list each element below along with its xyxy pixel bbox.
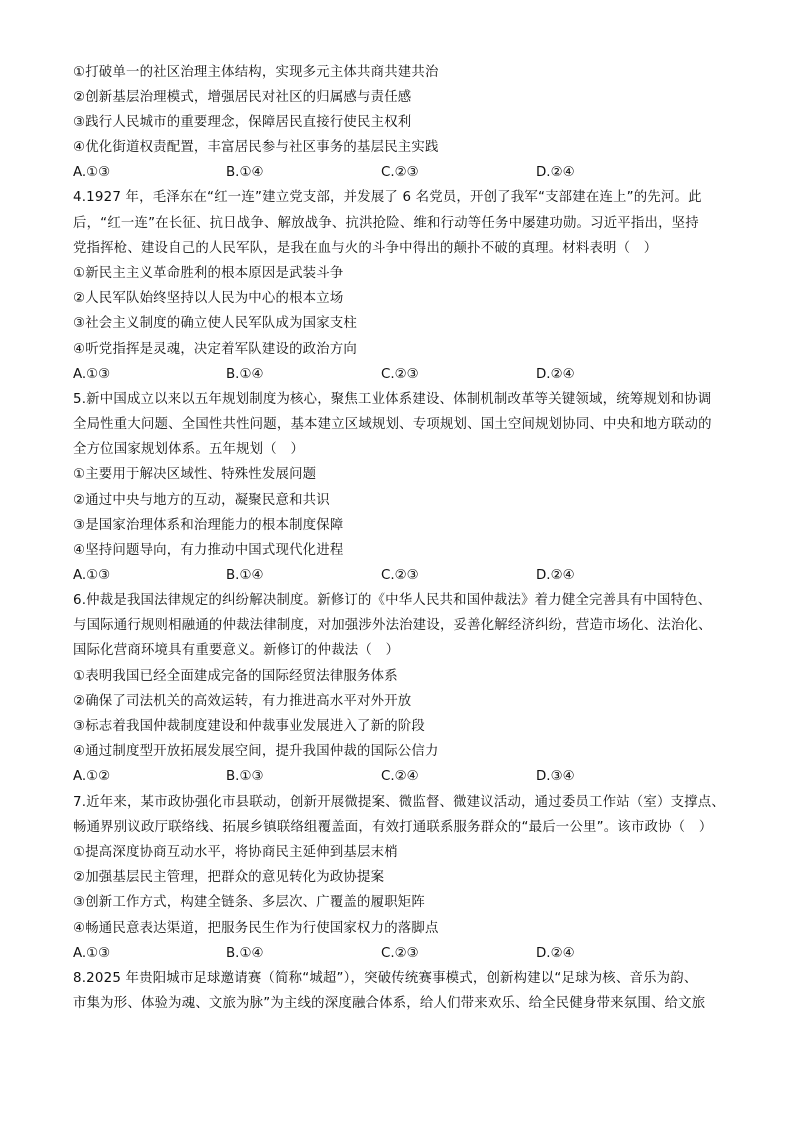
question-text: 8.2025 年贵阳城市足球邀请赛（简称“城超”），突破传统赛事模式，创新构建以“足球为核、音乐为韵、 — [73, 971, 698, 986]
choice-line: ③践行人民城市的重要理念，保障居民直接行使民主权利 — [73, 115, 412, 130]
choice-line: ③是国家治理体系和治理能力的根本制度保障 — [73, 518, 344, 533]
option-d: D.③④ — [536, 769, 575, 784]
choice-line: ②通过中央与地方的互动，凝聚民意和共识 — [73, 493, 330, 508]
option-c: C.②③ — [381, 568, 419, 583]
option-d: D.②④ — [536, 165, 575, 180]
option-a: A.①② — [73, 769, 111, 784]
choice-line: ④坚持问题导向，有力推动中国式现代化进程 — [73, 543, 344, 558]
choice-line: ①提高深度协商互动水平，将协商民主延伸到基层末梢 — [73, 845, 398, 860]
choice-line: ②人民军队始终坚持以人民为中心的根本立场 — [73, 291, 344, 306]
choice-line: ②确保了司法机关的高效运转，有力推进高水平对外开放 — [73, 694, 412, 709]
option-b: B.①④ — [226, 568, 264, 583]
option-a: A.①③ — [73, 165, 111, 180]
choice-line: ④听党指挥是灵魂，决定着军队建设的政治方向 — [73, 342, 358, 357]
option-d: D.②④ — [536, 568, 575, 583]
option-b: B.①④ — [226, 165, 264, 180]
answer-options — [73, 567, 733, 585]
choice-line: ③创新工作方式，构建全链条、多层次、广覆盖的履职矩阵 — [73, 895, 425, 910]
question-text: 全方位国家规划体系。五年规划（ ） — [73, 442, 305, 457]
choice-line: ④优化街道权责配置，丰富居民参与社区事务的基层民主实践 — [73, 140, 439, 155]
question-text: 畅通界别议政厅联络线、拓展乡镇联络组覆盖面，有效打通联系服务群众的“最后一公里”。该市政协（ ） — [73, 820, 713, 835]
answer-options — [73, 945, 733, 963]
option-a: A.①③ — [73, 367, 111, 382]
option-a: A.①③ — [73, 946, 111, 961]
choice-line: ①主要用于解决区域性、特殊性发展问题 — [73, 467, 317, 482]
question-text: 7.近年来，某市政协强化市县联动，创新开展微提案、微监督、微建议活动，通过委员工作站（室）支撑点、 — [73, 795, 725, 810]
choice-line: ①新民主主义革命胜利的根本原因是武装斗争 — [73, 266, 344, 281]
question-text: 4.1927 年，毛泽东在“红一连”建立党支部，并发展了 6 名党员，开创了我军“支部建在连上”的先河。此 — [73, 190, 702, 205]
question-text: 后，“红一连”在长征、抗日战争、解放战争、抗洪抢险、维和行动等任务中屡建功勋。习近平指出，坚持 — [73, 216, 699, 231]
question-text: 市集为形、体验为魂、文旅为脉”为主线的深度融合体系，给人们带来欢乐、给全民健身带来氛围、给文旅 — [73, 996, 706, 1011]
choice-line: ①打破单一的社区治理主体结构，实现多元主体共商共建共治 — [73, 65, 439, 80]
option-c: C.②④ — [381, 769, 419, 784]
choice-line: ④通过制度型开放拓展发展空间，提升我国仲裁的国际公信力 — [73, 744, 439, 759]
option-d: D.②④ — [536, 946, 575, 961]
choice-line: ②加强基层民主管理，把群众的意见转化为政协提案 — [73, 870, 385, 885]
option-c: C.②③ — [381, 165, 419, 180]
question-text: 5.新中国成立以来以五年规划制度为核心，聚焦工业体系建设、体制机制改革等关键领域，统筹规划和协调 — [73, 392, 712, 407]
question-text: 国际化营商环境具有重要意义。新修订的仲裁法（ ） — [73, 643, 400, 658]
option-b: B.①③ — [226, 769, 264, 784]
answer-options — [73, 768, 733, 786]
answer-options — [73, 366, 733, 384]
question-text: 与国际通行规则相融通的仲裁法律制度，对加强涉外法治建设，妥善化解经济纠纷，营造市场化、法治化、 — [73, 618, 712, 633]
question-text: 党指挥枪、建设自己的人民军队，是我在血与火的斗争中得出的颠扑不破的真理。材料表明（ ） — [73, 241, 658, 256]
choice-line: ③社会主义制度的确立使人民军队成为国家支柱 — [73, 316, 358, 331]
option-d: D.②④ — [536, 367, 575, 382]
choice-line: ④畅通民意表达渠道，把服务民生作为行使国家权力的落脚点 — [73, 921, 439, 936]
choice-line: ②创新基层治理模式，增强居民对社区的归属感与责任感 — [73, 90, 412, 105]
choice-line: ③标志着我国仲裁制度建设和仲裁事业发展进入了新的阶段 — [73, 719, 425, 734]
option-a: A.①③ — [73, 568, 111, 583]
question-text: 6.仲裁是我国法律规定的纠纷解决制度。新修订的《中华人民共和国仲裁法》着力健全完善具有中国特色、 — [73, 593, 712, 608]
option-c: C.②③ — [381, 946, 419, 961]
option-c: C.②③ — [381, 367, 419, 382]
option-b: B.①④ — [226, 946, 264, 961]
choice-line: ①表明我国已经全面建成完备的国际经贸法律服务体系 — [73, 669, 398, 684]
answer-options — [73, 164, 733, 182]
question-text: 全局性重大问题、全国性共性问题，基本建立区域规划、专项规划、国土空间规划协同、中央和地方联动的 — [73, 417, 712, 432]
option-b: B.①④ — [226, 367, 264, 382]
